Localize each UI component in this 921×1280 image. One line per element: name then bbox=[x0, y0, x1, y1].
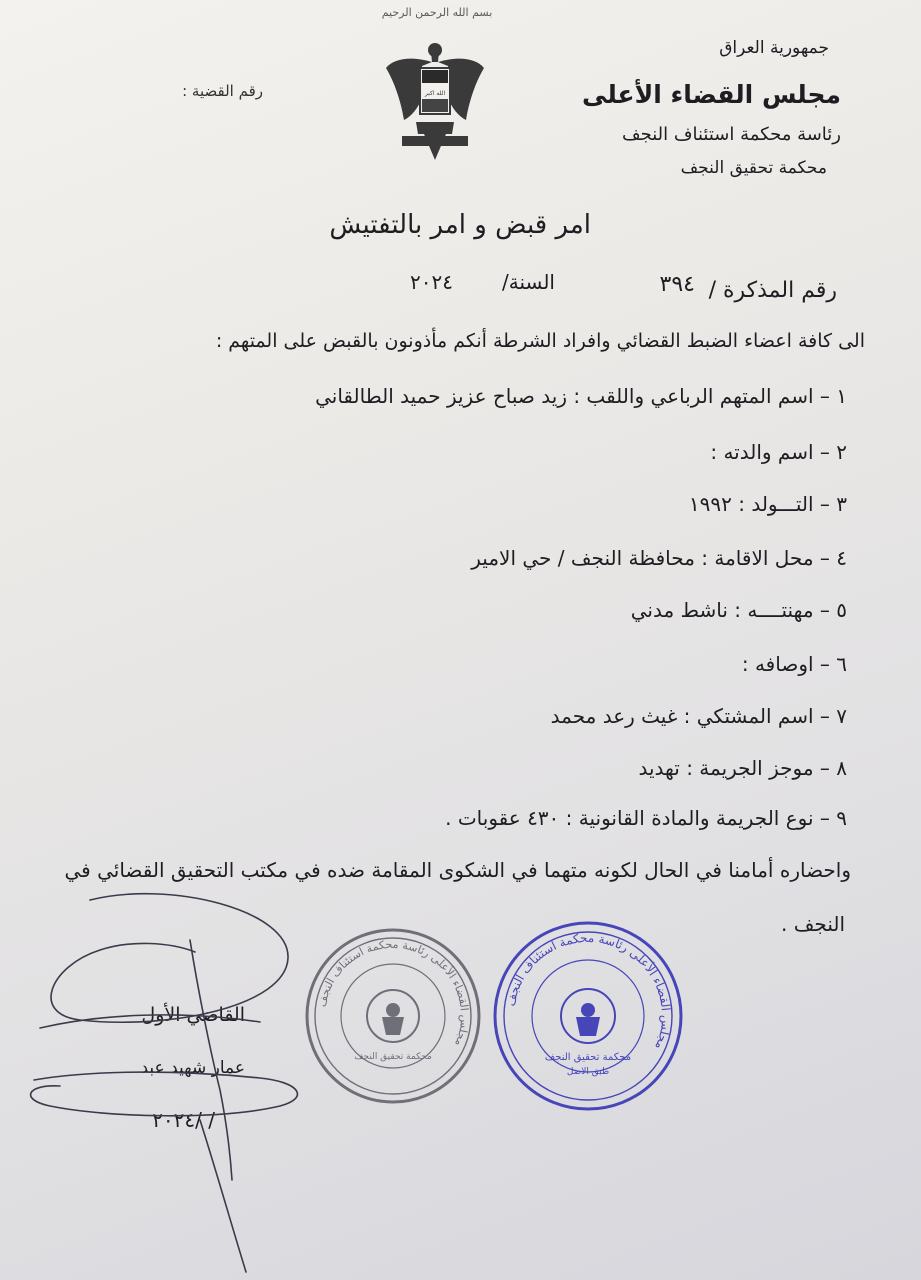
grey-court-stamp bbox=[302, 925, 484, 1107]
field-description: ٦ – اوصافه : bbox=[741, 652, 847, 676]
signature-date: / /٢٠٢٤ bbox=[152, 1108, 215, 1132]
memo-number-label: رقم المذكرة / bbox=[708, 278, 837, 303]
year-label: السنة/ bbox=[502, 270, 555, 294]
addressee-line: الى كافة اعضاء الضبط القضائي وافراد الشرطة أنكم مأذونون بالقبض على المتهم : bbox=[215, 330, 865, 352]
country-name: جمهورية العراق bbox=[719, 38, 829, 58]
closing-line-2: النجف . bbox=[780, 912, 845, 936]
blue-stamp-inner-text-1: محكمة تحقيق النجف bbox=[544, 1052, 632, 1063]
judge-title: القاضي الأول bbox=[141, 1004, 245, 1026]
blue-stamp-outer-text: مجلس القضاء الأعلى رئاسة محكمة استئناف النجف bbox=[503, 930, 674, 1052]
basmala: بسم الله الرحمن الرحيم bbox=[381, 6, 493, 19]
year-value: ٢٠٢٤ bbox=[410, 270, 453, 294]
memo-number-value: ٣٩٤ bbox=[659, 272, 695, 297]
document-title: امر قبض و امر بالتفتيش bbox=[329, 210, 591, 240]
field-birth-year: ٣ – التـــولد : ١٩٩٢ bbox=[688, 492, 847, 516]
case-number-label: رقم القضية : bbox=[182, 82, 263, 100]
field-mother-name: ٢ – اسم والدته : bbox=[710, 440, 847, 464]
field-crime-summary: ٨ – موجز الجريمة : تهديد bbox=[638, 756, 847, 780]
field-accused-name: ١ – اسم المتهم الرباعي واللقب : زيد صباح عزيز حميد الطالقاني bbox=[315, 384, 847, 408]
grey-stamp-inner-text: محكمة تحقيق النجف bbox=[354, 1052, 432, 1062]
field-residence: ٤ – محل الاقامة : محافظة النجف / حي الامير bbox=[471, 546, 847, 570]
presidency-name: رئاسة محكمة استئناف النجف bbox=[621, 124, 841, 145]
council-name: مجلس القضاء الأعلى bbox=[582, 80, 841, 109]
closing-line-1: واحضاره أمامنا في الحال لكونه متهما في الشكوى المقامة ضده في مكتب التحقيق القضائي في bbox=[64, 858, 851, 882]
iraq-eagle-emblem-icon bbox=[382, 38, 488, 162]
blue-stamp-inner-text-2: طبق الاصل bbox=[566, 1067, 610, 1077]
handwritten-signature bbox=[20, 880, 330, 1280]
blue-certified-stamp bbox=[490, 918, 686, 1114]
grey-stamp-outer-text: مجلس القضاء الأعلى رئاسة محكمة استئناف النجف bbox=[315, 937, 472, 1049]
judge-name: عمار شهيد عبد bbox=[140, 1058, 245, 1078]
field-complainant: ٧ – اسم المشتكي : غيث رعد محمد bbox=[550, 704, 847, 728]
field-occupation: ٥ – مهنتــــه : ناشط مدني bbox=[630, 598, 847, 622]
court-name: محكمة تحقيق النجف bbox=[680, 158, 827, 178]
field-crime-type-article: ٩ – نوع الجريمة والمادة القانونية : ٤٣٠ عقوبات . bbox=[445, 806, 847, 830]
svg-text:الله اكبر: الله اكبر bbox=[424, 90, 446, 97]
